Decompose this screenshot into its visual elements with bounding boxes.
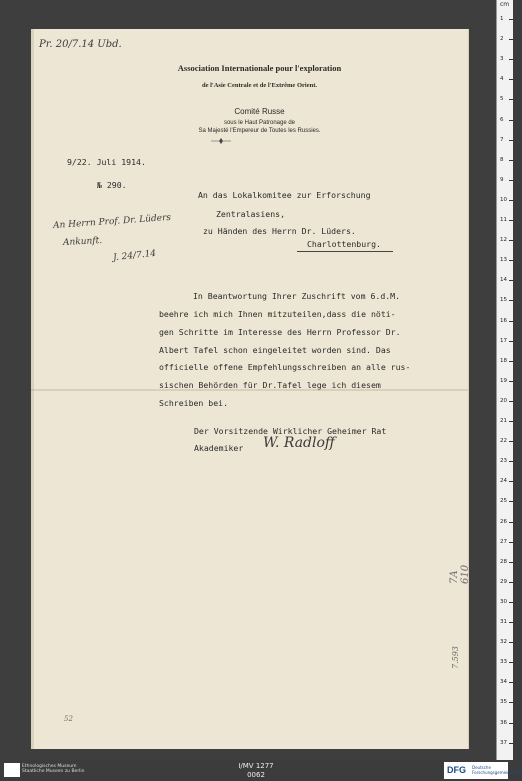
- ruler-mark-label: 27: [500, 538, 507, 545]
- ruler-tick: [509, 220, 513, 221]
- letterhead-organization: Association Internationale pour l'exploration: [177, 63, 342, 73]
- ruler-tick: [509, 140, 513, 141]
- ruler-mark-label: 37: [500, 739, 507, 746]
- recipient-line-4: Charlottenburg.: [307, 239, 381, 249]
- ruler-mark-label: 16: [500, 317, 507, 324]
- ruler-tick: [509, 702, 513, 703]
- ruler-tick: [509, 723, 513, 724]
- closing-academic: Akademiker: [194, 443, 244, 453]
- ruler-mark-label: 15: [500, 297, 507, 304]
- ruler-tick: [509, 200, 513, 201]
- ruler-mark-label: 29: [500, 578, 507, 585]
- letterhead-patronage-2: Sa Majesté l'Empereur de Toutes les Russies.: [198, 128, 321, 134]
- footer-bar: [0, 760, 522, 781]
- ruler-tick: [509, 461, 513, 462]
- body-line-5: officielle offene Empfehlungsschreiben an alle rus-: [159, 362, 411, 372]
- ruler-mark-label: 20: [500, 397, 507, 404]
- ruler-mark-label: 14: [500, 277, 507, 284]
- ruler-tick: [509, 743, 513, 744]
- ruler-unit: cm: [500, 1, 510, 8]
- page-number: 0062: [247, 771, 265, 779]
- body-line-6: sischen Behörden für Dr.Tafel lege ich diesem: [159, 380, 381, 390]
- ruler-tick: [509, 562, 513, 563]
- ruler-mark-label: 2: [500, 36, 504, 43]
- ruler-tick: [509, 300, 513, 301]
- ruler-tick: [509, 542, 513, 543]
- ruler-tick: [509, 39, 513, 40]
- ruler-mark-label: 36: [500, 719, 507, 726]
- ruler-tick: [509, 642, 513, 643]
- letter-date: 9/22. Juli 1914.: [67, 157, 146, 167]
- ruler-mark-label: 33: [500, 659, 507, 666]
- ruler-mark-label: 4: [500, 76, 504, 83]
- handwritten-reference: Pr. 20/7.14 Ubd.: [39, 39, 122, 50]
- dfg-name: [472, 765, 522, 775]
- ruler-mark-label: 7: [500, 136, 504, 143]
- ruler-mark-label: 12: [500, 237, 507, 244]
- ruler-tick: [509, 441, 513, 442]
- ruler-tick: [509, 79, 513, 80]
- ruler-mark-label: 25: [500, 498, 507, 505]
- ruler-tick: [509, 602, 513, 603]
- dfg-logo-text: DFG: [447, 765, 466, 775]
- ruler-tick: [509, 622, 513, 623]
- ruler-mark-label: 23: [500, 458, 507, 465]
- museum-name-line-1: Ethnologisches Museum: [22, 764, 77, 769]
- ruler-tick: [509, 662, 513, 663]
- ruler-mark-label: 8: [500, 156, 504, 163]
- ornament-icon: [211, 138, 231, 144]
- ruler-mark-label: 30: [500, 598, 507, 605]
- ruler-tick: [509, 341, 513, 342]
- body-line-2: beehre ich mich Ihnen mitzuteilen,dass die nöti-: [159, 309, 396, 319]
- scale-ruler: [496, 0, 513, 760]
- handwritten-arrival: Ankunft.: [62, 235, 103, 249]
- ruler-tick: [509, 401, 513, 402]
- inventory-number: I/MV 1277: [238, 762, 274, 770]
- ruler-tick: [509, 682, 513, 683]
- ruler-mark-label: 17: [500, 337, 507, 344]
- ruler-mark-label: 18: [500, 357, 507, 364]
- ruler-tick: [509, 381, 513, 382]
- body-line-4: Albert Tafel schon eingeleitet worden sind. Das: [159, 345, 391, 355]
- handwritten-date: J. 24/7.14: [112, 248, 157, 264]
- ruler-mark-label: 32: [500, 639, 507, 646]
- recipient-line-3: zu Händen des Herrn Dr. Lüders.: [203, 226, 356, 236]
- margin-archive-number: 7A 610: [449, 564, 471, 584]
- ruler-mark-label: 5: [500, 96, 504, 103]
- dfg-logo: [444, 762, 522, 779]
- ruler-tick: [509, 99, 513, 100]
- letter-page: [31, 29, 469, 749]
- ruler-mark-label: 10: [500, 196, 507, 203]
- ruler-mark-label: 28: [500, 558, 507, 565]
- ruler-mark-label: 11: [500, 217, 507, 223]
- ruler-mark-label: 21: [500, 418, 507, 424]
- dfg-name-line-2: Forschungsgemeinschaft: [472, 770, 522, 775]
- ruler-mark-label: 19: [500, 377, 507, 384]
- ruler-mark-label: 1: [500, 16, 504, 22]
- ruler-tick: [509, 582, 513, 583]
- body-line-3: gen Schritte im Interesse des Herrn Professor Dr.: [159, 327, 401, 337]
- closing-title: Der Vorsitzende Wirklicher Geheimer Rat: [194, 426, 387, 436]
- ruler-tick: [509, 280, 513, 281]
- ruler-tick: [509, 19, 513, 20]
- letterhead-subtitle: de l'Asie Centrale et de l'Extrême Orient.: [202, 82, 317, 89]
- ruler-tick: [509, 321, 513, 322]
- ruler-tick: [509, 180, 513, 181]
- recipient-line-2: Zentralasiens,: [216, 209, 286, 219]
- ruler-tick: [509, 260, 513, 261]
- handwritten-addressee: An Herrn Prof. Dr. Lüders: [52, 212, 172, 232]
- ruler-tick: [509, 522, 513, 523]
- recipient-line-1: An das Lokalkomitee zur Erforschung: [198, 190, 371, 200]
- ruler-tick: [509, 59, 513, 60]
- ruler-tick: [509, 120, 513, 121]
- ruler-mark-label: 13: [500, 257, 507, 264]
- dfg-name-line-1: Deutsche: [472, 765, 491, 770]
- recipient-underline: [297, 251, 393, 252]
- ruler-mark-label: 22: [500, 438, 507, 445]
- body-line-7: Schreiben bei.: [159, 398, 229, 408]
- museum-name-line-2: Staatliche Museen zu Berlin: [22, 769, 85, 774]
- ruler-mark-label: 35: [500, 699, 507, 706]
- ruler-tick: [509, 160, 513, 161]
- ruler-tick: [509, 421, 513, 422]
- ruler-mark-label: 3: [500, 56, 504, 63]
- margin-archive-number-2: 7.593: [451, 646, 460, 669]
- ruler-tick: [509, 501, 513, 502]
- ruler-mark-label: 34: [500, 679, 507, 686]
- signature: W. Radloff: [263, 435, 335, 451]
- body-line-1: In Beantwortung Ihrer Zuschrift vom 6.d.M.: [193, 291, 401, 301]
- ruler-tick: [509, 240, 513, 241]
- ruler-mark-label: 24: [500, 478, 507, 485]
- letter-number: № 290.: [97, 180, 127, 190]
- letterhead-patronage-1: sous le Haut Patronage de: [223, 120, 296, 126]
- ruler-tick: [509, 361, 513, 362]
- margin-bottom-note: 52: [64, 715, 73, 723]
- letterhead-committee: Comité Russe: [234, 107, 285, 116]
- ruler-mark-label: 31: [500, 619, 507, 625]
- ruler-tick: [509, 481, 513, 482]
- ruler-mark-label: 26: [500, 518, 507, 525]
- ruler-mark-label: 6: [500, 116, 504, 123]
- ruler-mark-label: 9: [500, 176, 504, 183]
